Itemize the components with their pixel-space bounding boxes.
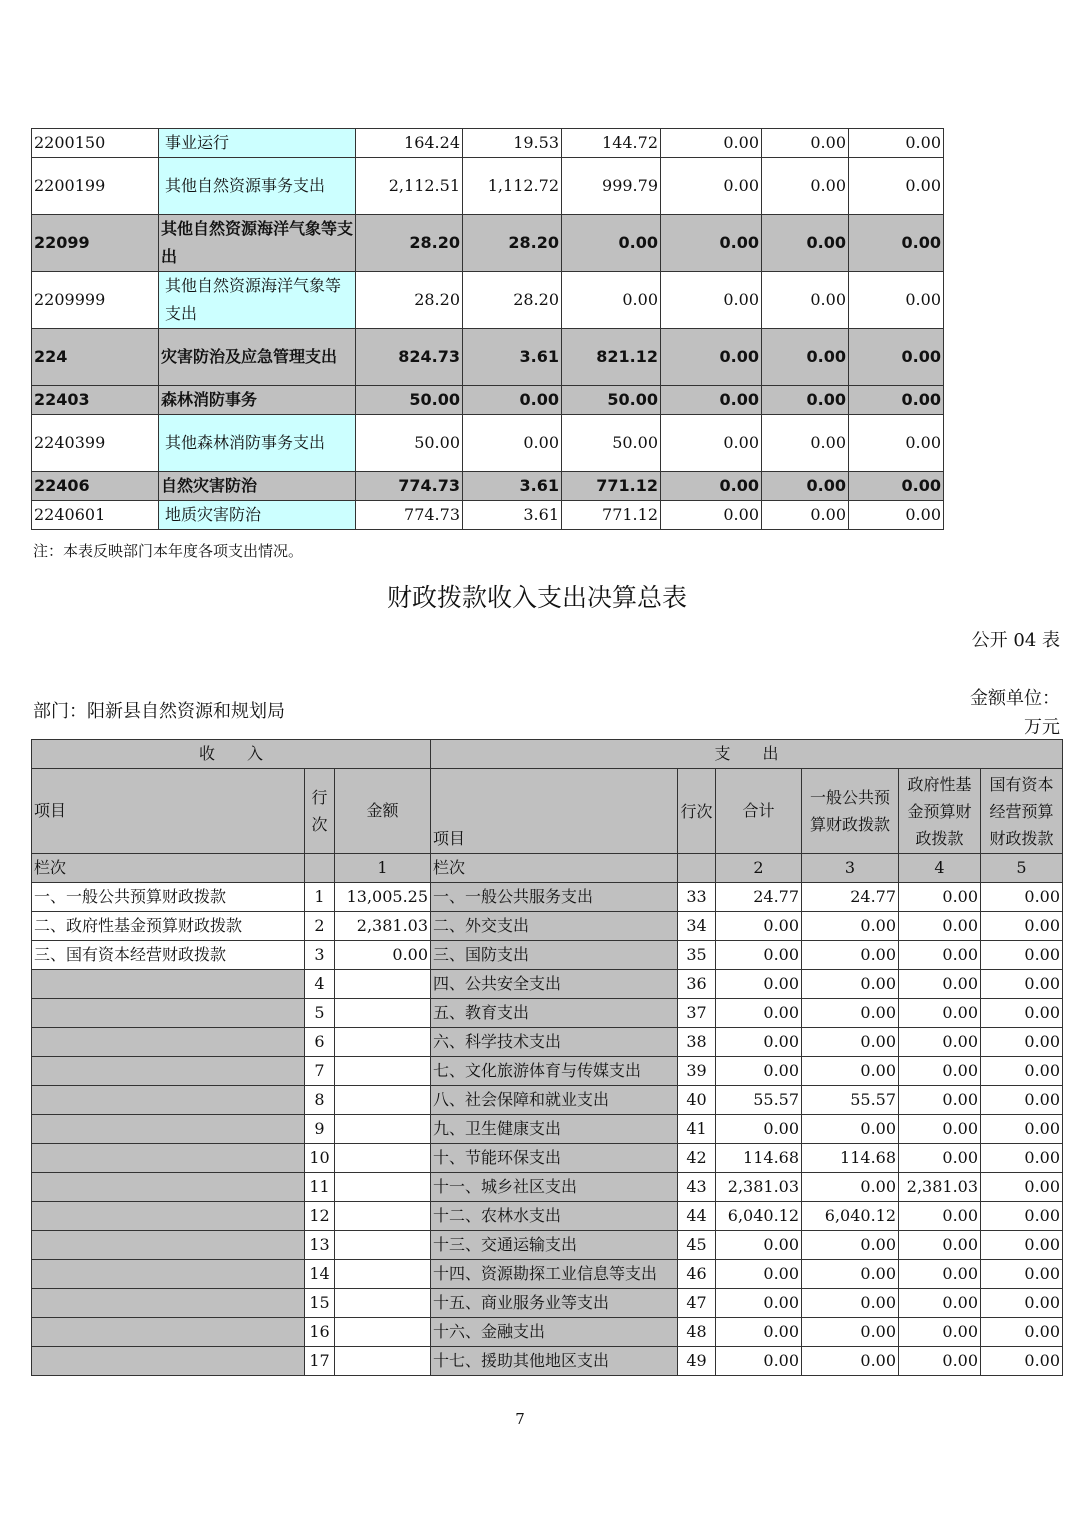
income-row-no: 10 — [305, 1144, 335, 1173]
table-row — [32, 272, 944, 329]
expense-general: 0.00 — [802, 1173, 899, 1202]
amount-cell: 771.12 — [562, 501, 661, 530]
table-row — [32, 1057, 1063, 1086]
expense-fund: 0.00 — [899, 1115, 981, 1144]
expense-general: 0.00 — [802, 1057, 899, 1086]
expense-general: 0.00 — [802, 1289, 899, 1318]
amount-cell: 0.00 — [661, 415, 762, 472]
expense-total: 114.68 — [716, 1144, 802, 1173]
income-item — [32, 1028, 305, 1057]
amount-cell: 0.00 — [849, 272, 944, 329]
expense-general: 0.00 — [802, 1028, 899, 1057]
amount-cell: 0.00 — [762, 215, 849, 272]
expense-fund: 0.00 — [899, 1028, 981, 1057]
table-row — [32, 1086, 1063, 1115]
income-amount: 2,381.03 — [335, 912, 431, 941]
colno-label2: 栏次 — [431, 854, 678, 883]
amount-cell: 0.00 — [463, 415, 562, 472]
table-row — [32, 215, 944, 272]
subject-name: 森林消防事务 — [159, 386, 356, 415]
amount-cell: 28.20 — [463, 215, 562, 272]
expense-fund: 0.00 — [899, 1231, 981, 1260]
amount-cell: 0.00 — [661, 129, 762, 158]
expense-general: 0.00 — [802, 1318, 899, 1347]
income-amount — [335, 1318, 431, 1347]
income-row-no: 2 — [305, 912, 335, 941]
amount-cell: 0.00 — [849, 501, 944, 530]
income-amount — [335, 1231, 431, 1260]
income-amount: 13,005.25 — [335, 883, 431, 912]
col-item2: 项目 — [431, 769, 678, 854]
income-row-no: 3 — [305, 941, 335, 970]
table-row — [32, 999, 1063, 1028]
col-item: 项目 — [32, 769, 305, 854]
col-fund: 政府性基金预算财政拨款 — [899, 769, 981, 854]
amount-cell: 164.24 — [356, 129, 463, 158]
expense-fund: 0.00 — [899, 941, 981, 970]
page-number: 7 — [515, 1410, 525, 1428]
col-row: 行次 — [305, 769, 335, 854]
expense-fund: 0.00 — [899, 1347, 981, 1376]
amount-cell: 3.61 — [463, 472, 562, 501]
amount-cell: 28.20 — [356, 215, 463, 272]
expense-item: 十二、农林水支出 — [431, 1202, 678, 1231]
expense-item: 四、公共安全支出 — [431, 970, 678, 999]
subject-code: 224 — [32, 329, 159, 386]
expense-state: 0.00 — [981, 1173, 1063, 1202]
income-expense-summary-table — [31, 739, 1063, 1376]
expense-fund: 0.00 — [899, 883, 981, 912]
colno-3: 3 — [802, 854, 899, 883]
income-amount — [335, 999, 431, 1028]
colno-1: 1 — [335, 854, 431, 883]
expense-general: 114.68 — [802, 1144, 899, 1173]
expense-row-no: 39 — [678, 1057, 716, 1086]
colno-blank2 — [678, 854, 716, 883]
income-item — [32, 999, 305, 1028]
colno-label: 栏次 — [32, 854, 305, 883]
income-row-no: 5 — [305, 999, 335, 1028]
income-header: 收 入 — [32, 740, 431, 769]
amount-cell: 0.00 — [661, 329, 762, 386]
table-row — [32, 1028, 1063, 1057]
amount-cell: 999.79 — [562, 158, 661, 215]
expense-general: 0.00 — [802, 1231, 899, 1260]
expense-fund: 0.00 — [899, 1318, 981, 1347]
amount-cell: 28.20 — [356, 272, 463, 329]
income-amount — [335, 1115, 431, 1144]
table-row — [32, 501, 944, 530]
expense-total: 6,040.12 — [716, 1202, 802, 1231]
income-row-no: 15 — [305, 1289, 335, 1318]
table-row — [32, 1318, 1063, 1347]
income-item — [32, 1115, 305, 1144]
expense-state: 0.00 — [981, 1028, 1063, 1057]
amount-cell: 774.73 — [356, 501, 463, 530]
amount-cell: 2,112.51 — [356, 158, 463, 215]
amount-cell: 774.73 — [356, 472, 463, 501]
amount-cell: 0.00 — [661, 215, 762, 272]
expense-row-no: 44 — [678, 1202, 716, 1231]
amount-cell: 0.00 — [762, 329, 849, 386]
expense-row-no: 49 — [678, 1347, 716, 1376]
col-state: 国有资本经营预算财政拨款 — [981, 769, 1063, 854]
expense-item: 八、社会保障和就业支出 — [431, 1086, 678, 1115]
expense-total: 0.00 — [716, 912, 802, 941]
expense-fund: 0.00 — [899, 970, 981, 999]
expense-row-no: 43 — [678, 1173, 716, 1202]
expense-item: 一、一般公共服务支出 — [431, 883, 678, 912]
subject-code: 2240601 — [32, 501, 159, 530]
income-item: 三、国有资本经营财政拨款 — [32, 941, 305, 970]
expense-total: 55.57 — [716, 1086, 802, 1115]
income-item — [32, 970, 305, 999]
table-row — [32, 129, 944, 158]
expense-general: 0.00 — [802, 970, 899, 999]
table-row — [32, 1173, 1063, 1202]
expense-state: 0.00 — [981, 1231, 1063, 1260]
subject-name: 其他自然资源事务支出 — [159, 158, 356, 215]
expense-item: 十七、援助其他地区支出 — [431, 1347, 678, 1376]
expense-row-no: 42 — [678, 1144, 716, 1173]
income-row-no: 17 — [305, 1347, 335, 1376]
expense-state: 0.00 — [981, 1318, 1063, 1347]
col-amount: 金额 — [335, 769, 431, 854]
amount-cell: 0.00 — [849, 129, 944, 158]
amount-cell: 50.00 — [356, 415, 463, 472]
table-note: 注：本表反映部门本年度各项支出情况。 — [33, 542, 304, 560]
expense-row-no: 38 — [678, 1028, 716, 1057]
table-row — [32, 1347, 1063, 1376]
income-amount — [335, 1173, 431, 1202]
expense-state: 0.00 — [981, 883, 1063, 912]
subject-name: 其他自然资源海洋气象等支出 — [159, 215, 356, 272]
expense-row-no: 41 — [678, 1115, 716, 1144]
expense-state: 0.00 — [981, 1202, 1063, 1231]
income-row-no: 1 — [305, 883, 335, 912]
amount-cell: 3.61 — [463, 501, 562, 530]
subject-name: 其他自然资源海洋气象等支出 — [159, 272, 356, 329]
expense-state: 0.00 — [981, 1086, 1063, 1115]
expense-item: 五、教育支出 — [431, 999, 678, 1028]
expense-fund: 2,381.03 — [899, 1173, 981, 1202]
income-row-no: 14 — [305, 1260, 335, 1289]
income-item — [32, 1173, 305, 1202]
amount-cell: 0.00 — [661, 158, 762, 215]
expense-total: 0.00 — [716, 1057, 802, 1086]
income-item — [32, 1231, 305, 1260]
income-amount — [335, 1347, 431, 1376]
table-row — [32, 415, 944, 472]
income-item: 一、一般公共预算财政拨款 — [32, 883, 305, 912]
expense-total: 0.00 — [716, 1115, 802, 1144]
amount-cell: 0.00 — [849, 329, 944, 386]
expense-general: 0.00 — [802, 1115, 899, 1144]
col-general: 一般公共预算财政拨款 — [802, 769, 899, 854]
income-amount — [335, 1028, 431, 1057]
expense-state: 0.00 — [981, 1347, 1063, 1376]
income-item: 二、政府性基金预算财政拨款 — [32, 912, 305, 941]
expense-state: 0.00 — [981, 999, 1063, 1028]
amount-cell: 0.00 — [849, 472, 944, 501]
income-item — [32, 1086, 305, 1115]
amount-cell: 144.72 — [562, 129, 661, 158]
amount-cell: 50.00 — [356, 386, 463, 415]
expense-row-no: 48 — [678, 1318, 716, 1347]
expense-general: 24.77 — [802, 883, 899, 912]
expense-item: 十五、商业服务业等支出 — [431, 1289, 678, 1318]
amount-cell: 3.61 — [463, 329, 562, 386]
expense-total: 0.00 — [716, 1260, 802, 1289]
subject-code: 22403 — [32, 386, 159, 415]
table-row — [32, 1144, 1063, 1173]
amount-cell: 0.00 — [762, 129, 849, 158]
col-row2: 行次 — [678, 769, 716, 854]
colno-blank — [305, 854, 335, 883]
table-row — [32, 158, 944, 215]
income-item — [32, 1318, 305, 1347]
expense-row-no: 35 — [678, 941, 716, 970]
table-row — [32, 883, 1063, 912]
expense-general: 0.00 — [802, 999, 899, 1028]
expense-total: 0.00 — [716, 1347, 802, 1376]
amount-cell: 0.00 — [762, 472, 849, 501]
form-number: 公开 04 表 — [971, 630, 1060, 651]
expense-fund: 0.00 — [899, 1202, 981, 1231]
income-row-no: 8 — [305, 1086, 335, 1115]
expense-general: 0.00 — [802, 1347, 899, 1376]
expense-general: 6,040.12 — [802, 1202, 899, 1231]
expense-state: 0.00 — [981, 1289, 1063, 1318]
income-item — [32, 1144, 305, 1173]
expense-total: 0.00 — [716, 970, 802, 999]
expense-item: 六、科学技术支出 — [431, 1028, 678, 1057]
amount-cell: 0.00 — [762, 386, 849, 415]
amount-cell: 0.00 — [849, 158, 944, 215]
subject-name: 其他森林消防事务支出 — [159, 415, 356, 472]
subject-code: 22406 — [32, 472, 159, 501]
amount-cell: 50.00 — [562, 386, 661, 415]
income-row-no: 11 — [305, 1173, 335, 1202]
amount-cell: 0.00 — [661, 472, 762, 501]
subject-name: 灾害防治及应急管理支出 — [159, 329, 356, 386]
expense-total: 0.00 — [716, 1231, 802, 1260]
col-total: 合计 — [716, 769, 802, 854]
expense-fund: 0.00 — [899, 912, 981, 941]
expense-item: 十六、金融支出 — [431, 1318, 678, 1347]
table-row — [32, 1202, 1063, 1231]
subject-code: 2200199 — [32, 158, 159, 215]
income-item — [32, 1347, 305, 1376]
amount-cell: 824.73 — [356, 329, 463, 386]
colno-5: 5 — [981, 854, 1063, 883]
amount-cell: 0.00 — [762, 158, 849, 215]
expense-row-no: 36 — [678, 970, 716, 999]
income-amount — [335, 1260, 431, 1289]
table-row — [32, 1289, 1063, 1318]
expense-total: 0.00 — [716, 1028, 802, 1057]
expense-fund: 0.00 — [899, 1289, 981, 1318]
expense-row-no: 46 — [678, 1260, 716, 1289]
amount-cell: 821.12 — [562, 329, 661, 386]
expense-item: 十、节能环保支出 — [431, 1144, 678, 1173]
amount-cell: 50.00 — [562, 415, 661, 472]
income-row-no: 7 — [305, 1057, 335, 1086]
amount-cell: 0.00 — [661, 386, 762, 415]
subject-code: 2200150 — [32, 129, 159, 158]
expense-general: 0.00 — [802, 1260, 899, 1289]
amount-cell: 0.00 — [562, 272, 661, 329]
expense-general: 55.57 — [802, 1086, 899, 1115]
amount-cell: 28.20 — [463, 272, 562, 329]
amount-cell: 0.00 — [661, 501, 762, 530]
expense-state: 0.00 — [981, 1144, 1063, 1173]
income-amount — [335, 1057, 431, 1086]
income-amount — [335, 1144, 431, 1173]
table-row — [32, 941, 1063, 970]
expense-row-no: 40 — [678, 1086, 716, 1115]
expense-general: 0.00 — [802, 912, 899, 941]
expense-total: 0.00 — [716, 1318, 802, 1347]
expense-state: 0.00 — [981, 1115, 1063, 1144]
amount-cell: 0.00 — [762, 415, 849, 472]
page-title: 财政拨款收入支出决算总表 — [386, 583, 687, 612]
income-row-no: 12 — [305, 1202, 335, 1231]
expense-fund: 0.00 — [899, 1057, 981, 1086]
expense-item: 十一、城乡社区支出 — [431, 1173, 678, 1202]
subject-code: 22099 — [32, 215, 159, 272]
table-row — [32, 912, 1063, 941]
expense-item: 三、国防支出 — [431, 941, 678, 970]
amount-cell: 0.00 — [463, 386, 562, 415]
expense-row-no: 33 — [678, 883, 716, 912]
expense-state: 0.00 — [981, 1057, 1063, 1086]
table-row — [32, 1260, 1063, 1289]
expense-row-no: 34 — [678, 912, 716, 941]
income-item — [32, 1057, 305, 1086]
income-amount: 0.00 — [335, 941, 431, 970]
expense-header: 支 出 — [431, 740, 1063, 769]
expense-row-no: 37 — [678, 999, 716, 1028]
expense-total: 0.00 — [716, 941, 802, 970]
expense-item: 七、文化旅游体育与传媒支出 — [431, 1057, 678, 1086]
expense-fund: 0.00 — [899, 1260, 981, 1289]
expense-state: 0.00 — [981, 970, 1063, 999]
income-amount — [335, 970, 431, 999]
table-row — [32, 386, 944, 415]
subject-name: 事业运行 — [159, 129, 356, 158]
expense-item: 十四、资源勘探工业信息等支出 — [431, 1260, 678, 1289]
income-item — [32, 1289, 305, 1318]
income-item — [32, 1202, 305, 1231]
amount-cell: 19.53 — [463, 129, 562, 158]
income-row-no: 4 — [305, 970, 335, 999]
expense-row-no: 45 — [678, 1231, 716, 1260]
amount-cell: 771.12 — [562, 472, 661, 501]
expense-general: 0.00 — [802, 941, 899, 970]
expense-state: 0.00 — [981, 912, 1063, 941]
income-amount — [335, 1202, 431, 1231]
income-row-no: 16 — [305, 1318, 335, 1347]
income-row-no: 9 — [305, 1115, 335, 1144]
amount-cell: 0.00 — [849, 215, 944, 272]
expense-fund: 0.00 — [899, 1144, 981, 1173]
expense-item: 十三、交通运输支出 — [431, 1231, 678, 1260]
expense-item: 九、卫生健康支出 — [431, 1115, 678, 1144]
expense-total: 0.00 — [716, 999, 802, 1028]
income-item — [32, 1260, 305, 1289]
amount-cell: 0.00 — [762, 272, 849, 329]
subject-name: 自然灾害防治 — [159, 472, 356, 501]
amount-cell: 1,112.72 — [463, 158, 562, 215]
income-amount — [335, 1289, 431, 1318]
income-row-no: 13 — [305, 1231, 335, 1260]
expense-state: 0.00 — [981, 941, 1063, 970]
subject-code: 2209999 — [32, 272, 159, 329]
income-row-no: 6 — [305, 1028, 335, 1057]
subject-code: 2240399 — [32, 415, 159, 472]
amount-cell: 0.00 — [849, 386, 944, 415]
expense-state: 0.00 — [981, 1260, 1063, 1289]
amount-cell: 0.00 — [762, 501, 849, 530]
amount-unit: 金额单位：万元 — [970, 688, 1060, 738]
amount-cell: 0.00 — [849, 415, 944, 472]
expense-item: 二、外交支出 — [431, 912, 678, 941]
colno-4: 4 — [899, 854, 981, 883]
table-row — [32, 1231, 1063, 1260]
income-amount — [335, 1086, 431, 1115]
amount-cell: 0.00 — [562, 215, 661, 272]
amount-cell: 0.00 — [661, 272, 762, 329]
table-row — [32, 970, 1063, 999]
table-row — [32, 329, 944, 386]
colno-2: 2 — [716, 854, 802, 883]
expense-total: 24.77 — [716, 883, 802, 912]
expense-fund: 0.00 — [899, 999, 981, 1028]
table-row — [32, 1115, 1063, 1144]
expense-row-no: 47 — [678, 1289, 716, 1318]
table-row — [32, 472, 944, 501]
expense-total: 2,381.03 — [716, 1173, 802, 1202]
department-label: 部门：阳新县自然资源和规划局 — [33, 701, 285, 722]
expense-fund: 0.00 — [899, 1086, 981, 1115]
expense-total: 0.00 — [716, 1289, 802, 1318]
expense-detail-table — [31, 128, 944, 530]
subject-name: 地质灾害防治 — [159, 501, 356, 530]
